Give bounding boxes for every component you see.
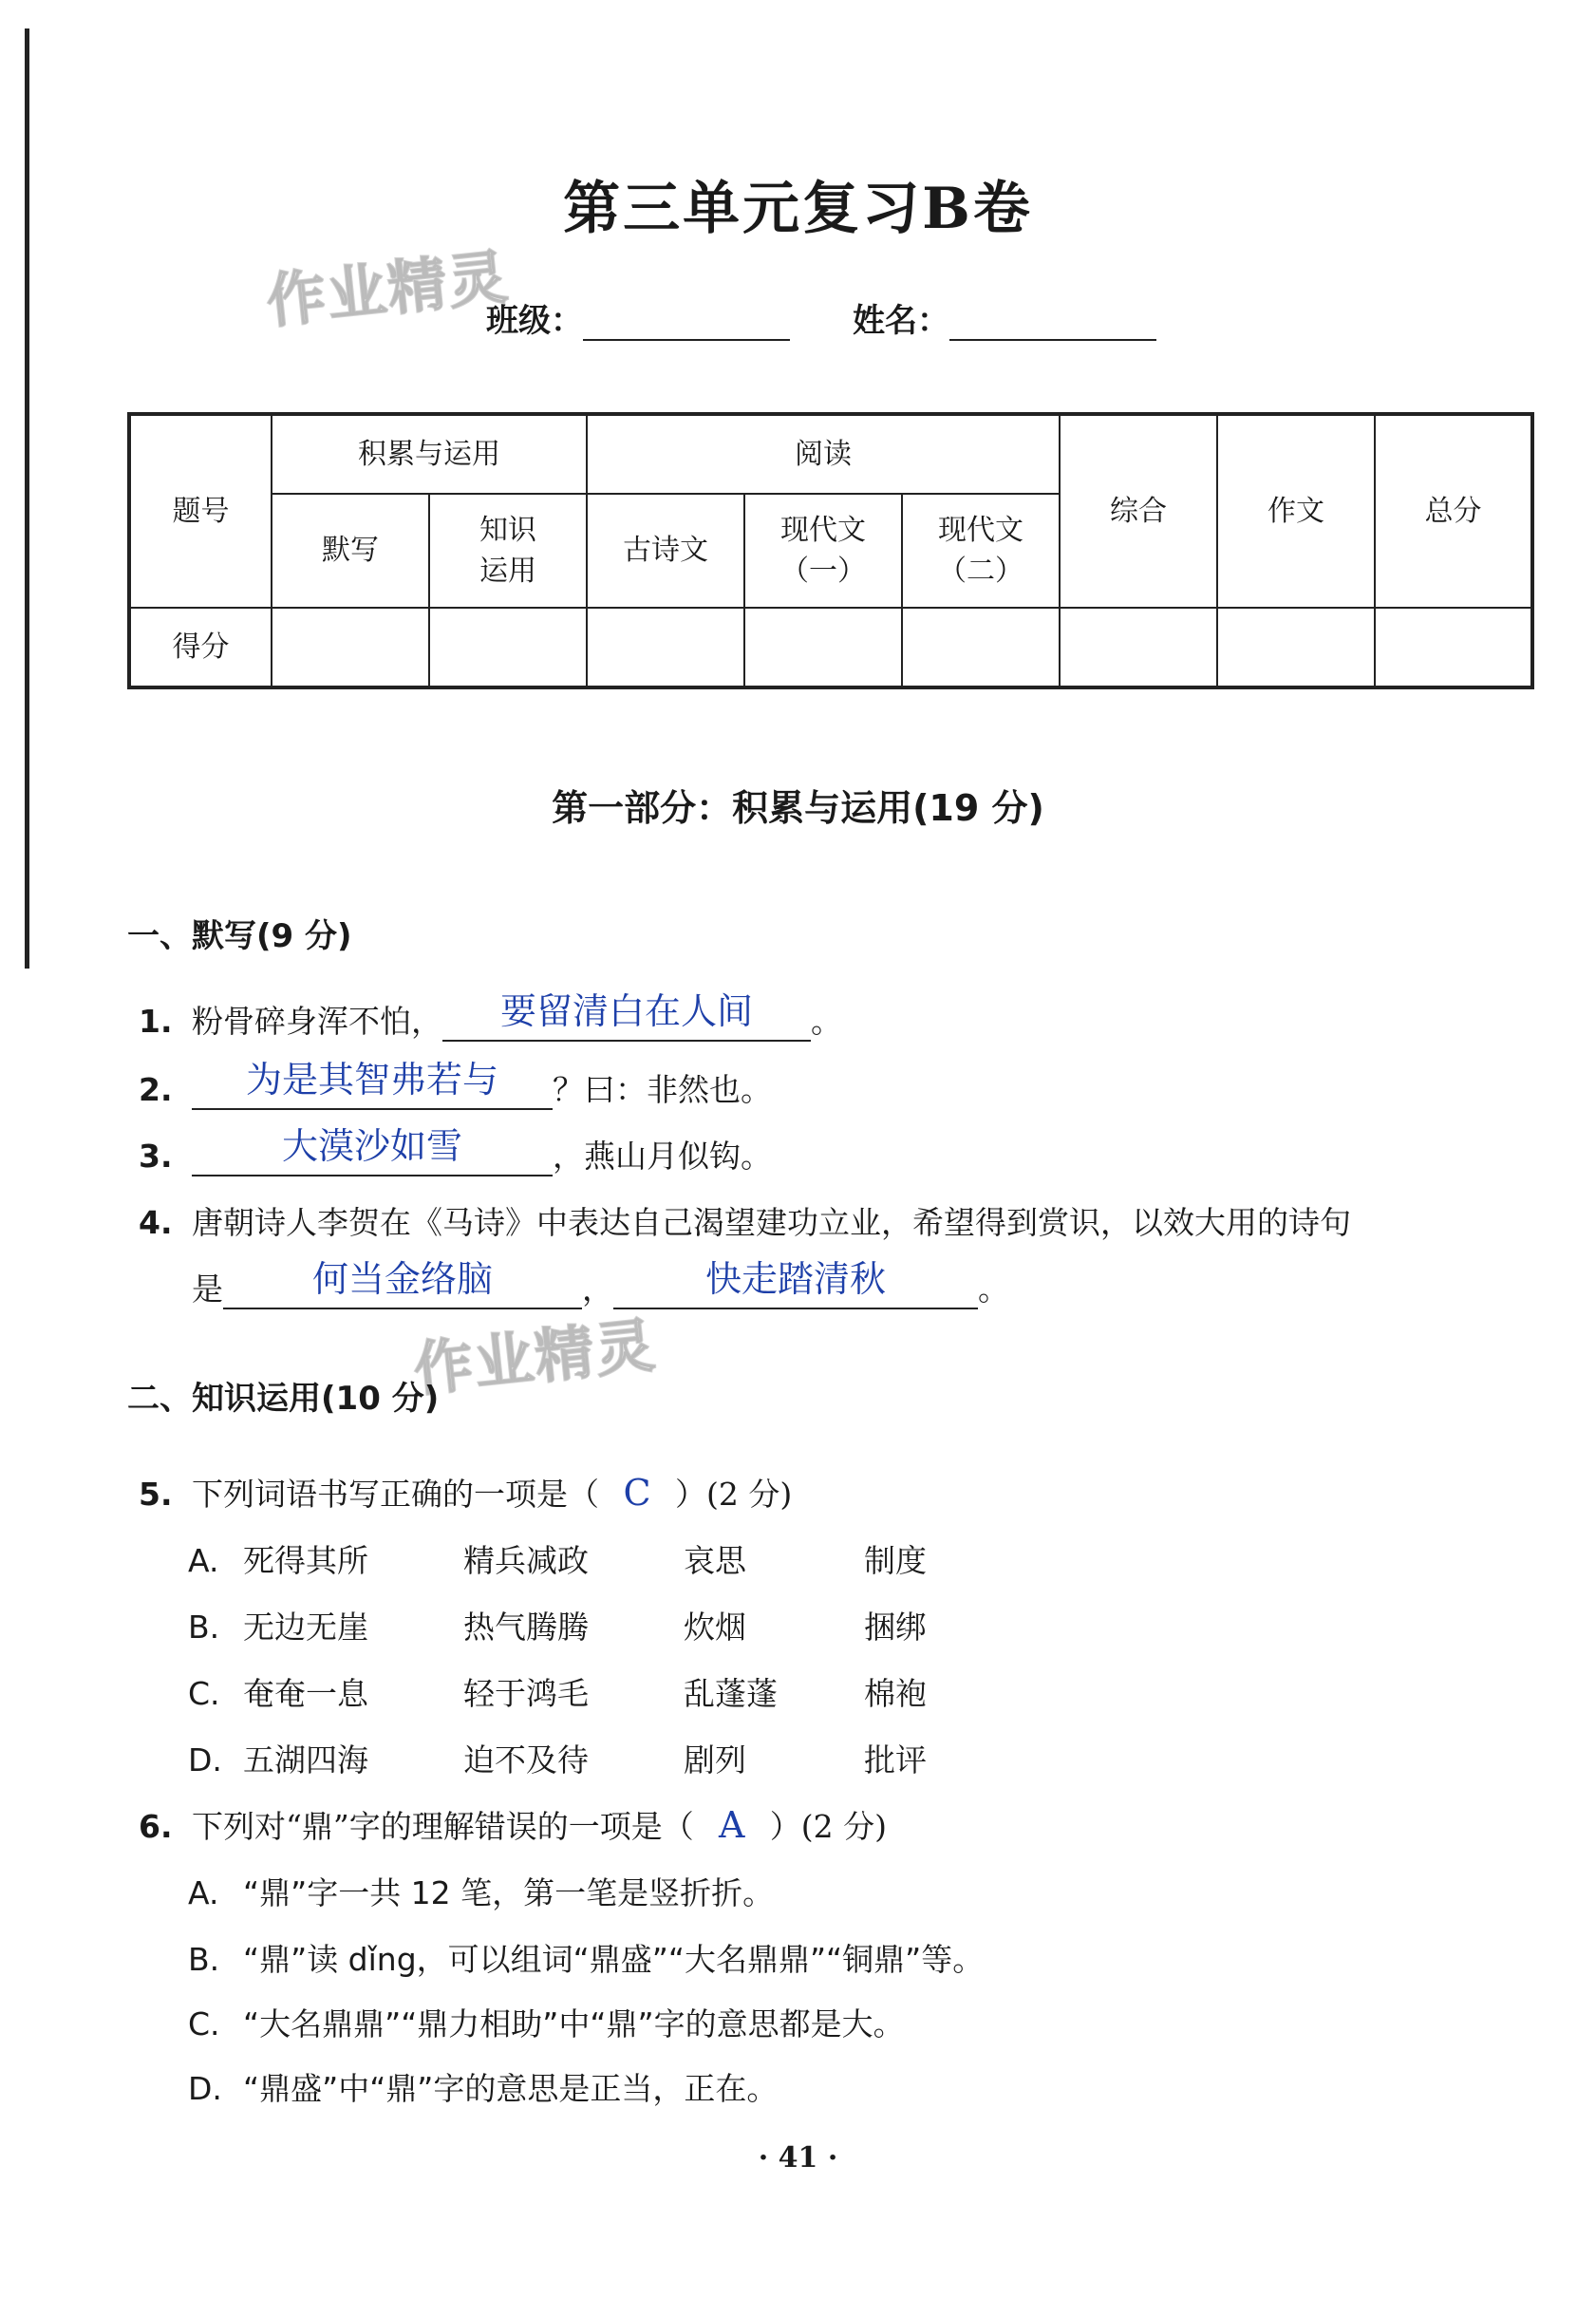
score-table <box>127 412 1534 689</box>
option-a[interactable] <box>188 1536 1054 1581</box>
question-number: 6. <box>139 1808 173 1845</box>
question-end: ，燕山月似钩。 <box>553 1138 772 1175</box>
option-text: “鼎”字一共 12 笔，第一笔是竖折折。 <box>243 1874 775 1911</box>
question-text: ）(2 分) <box>675 1476 793 1513</box>
header-zonghe: 综合 <box>1060 414 1217 608</box>
question-3 <box>139 1125 772 1176</box>
question-end: 。 <box>811 1003 842 1040</box>
sub-xdw1-line2: （一） <box>780 555 866 588</box>
option-word: 精兵减政 <box>463 1542 589 1579</box>
score-cell[interactable] <box>1217 608 1375 687</box>
question-2 <box>139 1059 772 1110</box>
option-text: “鼎”读 dǐng，可以组词“鼎盛”“大名鼎鼎”“铜鼎”等。 <box>243 1941 985 1978</box>
header-jilei: 积累与运用 <box>272 414 587 494</box>
watermark: 作业精灵 <box>263 241 513 337</box>
question-number: 5. <box>139 1476 173 1513</box>
question-1 <box>139 990 842 1042</box>
option-letter: A. <box>188 1542 219 1579</box>
class-blank[interactable] <box>583 307 790 341</box>
option-word: 热气腾腾 <box>463 1609 589 1646</box>
option-word: 炊烟 <box>684 1609 746 1646</box>
question-number: 2. <box>139 1071 173 1108</box>
option-b[interactable] <box>188 1603 1054 1647</box>
page-number: · 41 · <box>758 2141 838 2174</box>
question-6 <box>139 1802 887 1847</box>
question-number: 3. <box>139 1138 173 1175</box>
option-letter: D. <box>188 2070 222 2107</box>
name-blank[interactable] <box>949 307 1156 341</box>
score-cell[interactable] <box>587 608 744 687</box>
option-letter: A. <box>188 1874 219 1911</box>
score-cell[interactable] <box>429 608 587 687</box>
question-sep: ， <box>582 1270 613 1308</box>
option-letter: C. <box>188 2005 220 2042</box>
handwritten-answer: 要留清白在人间 <box>499 990 753 1032</box>
option-word: 剧列 <box>684 1741 746 1779</box>
option-text: “鼎盛”中“鼎”字的意思是正当，正在。 <box>243 2070 779 2107</box>
option-word: 哀思 <box>684 1542 746 1579</box>
option-word: 乱蓬蓬 <box>684 1675 778 1712</box>
option-c[interactable] <box>188 2000 905 2044</box>
option-word: 棉袍 <box>864 1675 927 1712</box>
class-field <box>486 294 790 341</box>
handwritten-answer: 为是其智弗若与 <box>245 1059 498 1101</box>
option-word: 奄奄一息 <box>243 1675 368 1712</box>
score-cell[interactable] <box>1375 608 1532 687</box>
question-4 <box>139 1198 1351 1243</box>
class-label: 班级： <box>486 302 583 340</box>
question-4-line2 <box>192 1258 1009 1309</box>
option-word: 五湖四海 <box>243 1741 368 1779</box>
name-field <box>853 294 1156 341</box>
option-word: 制度 <box>864 1542 927 1579</box>
part1-title: 第一部分：积累与运用(19 分) <box>552 787 1044 829</box>
answer-blank[interactable] <box>613 1258 978 1309</box>
question-text: 唐朝诗人李贺在《马诗》中表达自己渴望建功立业，希望得到赏识，以效大用的诗句 <box>192 1204 1351 1241</box>
answer-blank[interactable] <box>192 1059 553 1110</box>
option-word: 捆绑 <box>864 1609 927 1646</box>
option-text: “大名鼎鼎”“鼎力相助”中“鼎”字的意思都是大。 <box>243 2005 905 2042</box>
sub-xdw2-line1: 现代文 <box>938 513 1024 547</box>
answer-blank[interactable] <box>442 990 811 1042</box>
header-zongfen: 总分 <box>1375 414 1532 608</box>
score-cell[interactable] <box>744 608 902 687</box>
sub-xdw2-line2: （二） <box>938 555 1024 588</box>
header-tihao: 题号 <box>129 414 272 608</box>
section2-heading: 二、知识运用(10 分) <box>127 1380 440 1418</box>
option-word: 死得其所 <box>243 1542 368 1579</box>
handwritten-answer: A <box>719 1804 745 1846</box>
option-word: 批评 <box>864 1741 927 1779</box>
question-text: 下列对“鼎”字的理解错误的一项是（ <box>192 1808 694 1845</box>
option-d[interactable] <box>188 1736 1054 1780</box>
score-cell[interactable] <box>902 608 1060 687</box>
question-number: 1. <box>139 1003 173 1040</box>
question-text: 是 <box>192 1270 223 1308</box>
page-title: 第三单元复习B卷 <box>563 176 1033 242</box>
sub-xdw2 <box>902 494 1060 608</box>
sub-gushi: 古诗文 <box>587 494 744 608</box>
score-cell[interactable] <box>1060 608 1217 687</box>
section1-heading: 一、默写(9 分) <box>127 917 352 955</box>
sub-zhishi-line2: 运用 <box>479 555 536 588</box>
question-text: ）(2 分) <box>769 1808 887 1845</box>
question-number: 4. <box>139 1204 173 1241</box>
option-letter: B. <box>188 1609 220 1646</box>
option-word: 无边无崖 <box>243 1609 368 1646</box>
question-text: 下列词语书写正确的一项是（ <box>192 1476 599 1513</box>
option-letter: D. <box>188 1741 222 1779</box>
option-c[interactable] <box>188 1669 1054 1714</box>
question-5 <box>139 1470 792 1515</box>
option-b[interactable] <box>188 1935 984 1980</box>
row-defen: 得分 <box>129 608 272 687</box>
option-letter: B. <box>188 1941 220 1978</box>
option-d[interactable] <box>188 2064 778 2109</box>
score-cell[interactable] <box>272 608 429 687</box>
answer-blank[interactable] <box>192 1125 553 1176</box>
sub-xdw1 <box>744 494 902 608</box>
option-a[interactable] <box>188 1869 774 1913</box>
handwritten-answer: 大漠沙如雪 <box>281 1125 462 1167</box>
option-word: 轻于鸿毛 <box>463 1675 589 1712</box>
handwritten-answer: 快走踏清秋 <box>704 1258 886 1300</box>
sub-xdw1-line1: 现代文 <box>780 513 866 547</box>
answer-blank[interactable] <box>223 1258 582 1309</box>
question-end: 。 <box>978 1270 1009 1308</box>
option-word: 迫不及待 <box>463 1741 589 1779</box>
header-zuowen: 作文 <box>1217 414 1375 608</box>
question-end: ？曰：非然也。 <box>553 1071 772 1108</box>
sub-zhishi <box>429 494 587 608</box>
handwritten-answer: C <box>623 1472 651 1514</box>
sub-moxie: 默写 <box>272 494 429 608</box>
option-letter: C. <box>188 1675 220 1712</box>
sub-zhishi-line1: 知识 <box>479 513 536 547</box>
question-text: 粉骨碎身浑不怕， <box>192 1003 442 1040</box>
handwritten-answer: 何当金络脑 <box>311 1258 493 1300</box>
header-yuedu: 阅读 <box>587 414 1060 494</box>
watermark: 作业精灵 <box>410 1309 660 1405</box>
name-label: 姓名： <box>853 302 949 340</box>
